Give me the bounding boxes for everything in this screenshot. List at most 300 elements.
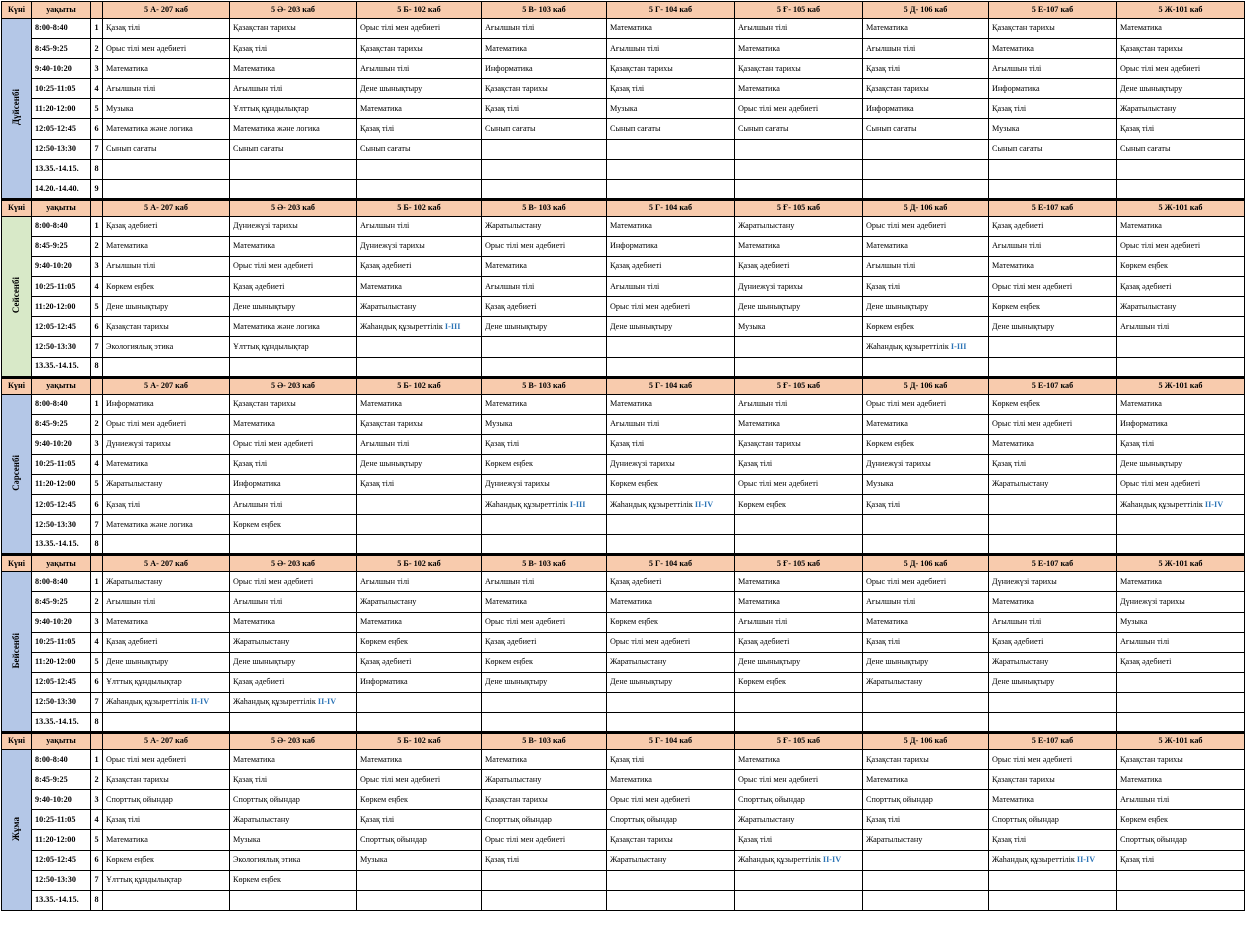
lesson-cell [735, 179, 863, 199]
lesson-row [2, 474, 1245, 494]
grade-range: ІІ-ІV [190, 697, 210, 707]
lesson-cell [230, 159, 357, 179]
lesson-cell: Орыс тілі мен әдебиеті [482, 236, 607, 256]
lesson-cell: Математика [230, 236, 357, 256]
num-header [91, 555, 103, 572]
lesson-row [2, 713, 1245, 733]
day-label-cell [2, 19, 32, 200]
day-header: Күні [2, 377, 32, 394]
lesson-cell: Ағылшын тілі [989, 59, 1117, 79]
lesson-cell: Дене шынықтыру [357, 79, 482, 99]
lesson-cell: Математика [607, 770, 735, 790]
class-header: 5 Б- 102 каб [357, 199, 482, 216]
lesson-cell: Ағылшын тілі [607, 277, 735, 297]
lesson-cell: Қазақ тілі [735, 454, 863, 474]
lesson-cell: Математика [103, 454, 230, 474]
lesson-row [2, 337, 1245, 357]
lesson-cell: Музыка [1117, 612, 1245, 632]
class-header: 5 Г- 104 каб [607, 199, 735, 216]
lesson-cell: Орыс тілі мен әдебиеті [735, 474, 863, 494]
lesson-cell: Музыка [607, 99, 735, 119]
lesson-cell: Математика [357, 99, 482, 119]
lesson-cell: Орыс тілі мен әдебиеті [357, 770, 482, 790]
lesson-row [2, 297, 1245, 317]
lesson-row [2, 357, 1245, 377]
subject-name: Жаһандық құзыреттілік [992, 855, 1077, 864]
lesson-cell [863, 890, 989, 910]
lesson-number: 4 [91, 454, 103, 474]
subject-name: Жаһандық құзыреттілік [738, 855, 823, 864]
lesson-cell: Ағылшын тілі [230, 592, 357, 612]
lesson-time: 8:45-9:25 [32, 414, 91, 434]
lesson-cell [863, 870, 989, 890]
class-header: 5 Г- 104 каб [607, 377, 735, 394]
lesson-number: 8 [91, 713, 103, 733]
lesson-cell: Орыс тілі мен әдебиеті [482, 830, 607, 850]
lesson-cell: Қазақ әдебиеті [482, 632, 607, 652]
lesson-cell: Қазақ тілі [230, 39, 357, 59]
lesson-number: 4 [91, 277, 103, 297]
lesson-cell: Жаратылыстану [230, 632, 357, 652]
lesson-cell [357, 692, 482, 712]
lesson-cell: Орыс тілі мен әдебиеті [863, 572, 989, 592]
lesson-cell: Математика және логика [230, 119, 357, 139]
lesson-cell: Спорттық ойындар [357, 830, 482, 850]
subject-name: Жаһандық құзыреттілік [1120, 499, 1205, 509]
grade-range: І-ІІІ [444, 321, 461, 331]
lesson-cell: Орыс тілі мен әдебиеті [230, 572, 357, 592]
lesson-cell: Дене шынықтыру [735, 652, 863, 672]
lesson-cell: Математика [1117, 770, 1245, 790]
class-header: 5 А- 207 каб [103, 199, 230, 216]
lesson-time: 11:20-12:00 [32, 99, 91, 119]
lesson-cell: Математика [103, 236, 230, 256]
lesson-cell [482, 159, 607, 179]
lesson-cell [357, 357, 482, 377]
lesson-time: 10:25-11:05 [32, 454, 91, 474]
lesson-cell: Дене шынықтыру [989, 317, 1117, 337]
lesson-cell: Математика [735, 750, 863, 770]
lesson-cell: Қазақстан тарихы [607, 59, 735, 79]
lesson-cell: Математика [735, 79, 863, 99]
lesson-cell: Орыс тілі мен әдебиеті [103, 414, 230, 434]
lesson-cell: Қазақстан тарихы [230, 394, 357, 414]
lesson-cell [1117, 337, 1245, 357]
lesson-cell: Ағылшын тілі [357, 572, 482, 592]
lesson-row [2, 277, 1245, 297]
class-header: 5 А- 207 каб [103, 733, 230, 750]
lesson-number: 3 [91, 257, 103, 277]
lesson-cell [863, 713, 989, 733]
day-header: Күні [2, 733, 32, 750]
lesson-cell: Қазақ тілі [482, 850, 607, 870]
lesson-time: 9:40-10:20 [32, 257, 91, 277]
lesson-cell [735, 890, 863, 910]
lesson-cell: Орыс тілі мен әдебиеті [1117, 474, 1245, 494]
lesson-cell: Жаратылыстану [1117, 99, 1245, 119]
lesson-cell [1117, 713, 1245, 733]
lesson-cell: Дене шынықтыру [230, 652, 357, 672]
header-row [2, 555, 1245, 572]
class-header: 5 Д- 106 каб [863, 199, 989, 216]
lesson-cell: Ағылшын тілі [989, 236, 1117, 256]
lesson-cell: Математика [230, 750, 357, 770]
lesson-time: 12:05-12:45 [32, 495, 91, 515]
lesson-cell: Математика [863, 19, 989, 39]
lesson-cell [357, 179, 482, 199]
class-header: 5 Б- 102 каб [357, 733, 482, 750]
lesson-cell: Қазақстан тарихы [1117, 750, 1245, 770]
lesson-cell: Дене шынықтыру [482, 317, 607, 337]
lesson-row [2, 119, 1245, 139]
lesson-row [2, 850, 1245, 870]
lesson-cell [989, 179, 1117, 199]
lesson-cell: Спорттық ойындар [230, 790, 357, 810]
lesson-cell: Ағылшын тілі [357, 59, 482, 79]
lesson-row [2, 317, 1245, 337]
lesson-cell: Қазақ тілі [230, 454, 357, 474]
lesson-cell: Музыка [230, 830, 357, 850]
class-header: 5 Ж-101 каб [1117, 2, 1245, 19]
lesson-cell: Дене шынықтыру [735, 297, 863, 317]
lesson-cell: Жаратылыстану [735, 216, 863, 236]
lesson-cell: Информатика [482, 59, 607, 79]
lesson-time: 13.35.-14.15. [32, 535, 91, 555]
lesson-cell: Қазақ әдебиеті [1117, 277, 1245, 297]
lesson-cell [863, 179, 989, 199]
lesson-number: 4 [91, 79, 103, 99]
lesson-time: 13.35.-14.15. [32, 159, 91, 179]
lesson-cell: Сынып сағаты [735, 119, 863, 139]
lesson-number: 2 [91, 39, 103, 59]
lesson-cell [1117, 357, 1245, 377]
lesson-cell: Орыс тілі мен әдебиеті [230, 257, 357, 277]
lesson-cell [989, 850, 1117, 870]
lesson-cell: Спорттық ойындар [735, 790, 863, 810]
lesson-cell: Қазақ тілі [863, 59, 989, 79]
lesson-cell: Дүниежүзі тарихы [607, 454, 735, 474]
lesson-cell [607, 139, 735, 159]
lesson-time: 12:05-12:45 [32, 317, 91, 337]
class-header: 5 Г- 104 каб [607, 733, 735, 750]
num-header [91, 2, 103, 19]
lesson-cell: Қазақстан тарихы [357, 39, 482, 59]
lesson-cell [863, 692, 989, 712]
lesson-cell: Көркем еңбек [482, 652, 607, 672]
lesson-cell: Экологиялық этика [103, 337, 230, 357]
lesson-cell: Ағылшын тілі [103, 257, 230, 277]
lesson-cell [482, 890, 607, 910]
lesson-cell: Сынып сағаты [482, 119, 607, 139]
time-header: уақыты [32, 377, 91, 394]
lesson-cell: Жаратылыстану [863, 672, 989, 692]
lesson-cell [1117, 870, 1245, 890]
lesson-time: 13.35.-14.15. [32, 713, 91, 733]
lesson-cell [103, 179, 230, 199]
lesson-cell [607, 495, 735, 515]
lesson-number: 2 [91, 770, 103, 790]
lesson-time: 13.35.-14.15. [32, 890, 91, 910]
lesson-cell: Қазақстан тарихы [863, 750, 989, 770]
time-header: уақыты [32, 733, 91, 750]
class-header: 5 Ж-101 каб [1117, 199, 1245, 216]
lesson-cell: Математика [482, 750, 607, 770]
lesson-cell: Сынып сағаты [607, 119, 735, 139]
lesson-cell: Музыка [103, 99, 230, 119]
lesson-cell: Сынып сағаты [989, 139, 1117, 159]
lesson-cell: Қазақ тілі [482, 434, 607, 454]
lesson-cell: Спорттық ойындар [989, 810, 1117, 830]
lesson-time: 11:20-12:00 [32, 474, 91, 494]
lesson-cell: Дене шынықтыру [103, 652, 230, 672]
time-header: уақыты [32, 555, 91, 572]
lesson-row [2, 592, 1245, 612]
day-label-cell [2, 750, 32, 911]
lesson-time: 11:20-12:00 [32, 297, 91, 317]
grade-range: І-ІІІ [569, 499, 586, 509]
class-header: 5 Д- 106 каб [863, 733, 989, 750]
class-header: 5 Г- 104 каб [607, 2, 735, 19]
lesson-cell [103, 357, 230, 377]
lesson-cell: Жаратылыстану [482, 216, 607, 236]
class-header: 5 Ә- 203 каб [230, 377, 357, 394]
lesson-cell: Экологиялық этика [230, 850, 357, 870]
lesson-cell [357, 713, 482, 733]
lesson-cell [735, 357, 863, 377]
lesson-cell: Жаратылыстану [989, 474, 1117, 494]
class-header: 5 В- 103 каб [482, 555, 607, 572]
lesson-cell: Информатика [863, 99, 989, 119]
lesson-time: 11:20-12:00 [32, 830, 91, 850]
lesson-cell [357, 890, 482, 910]
lesson-number: 5 [91, 99, 103, 119]
class-header: 5 Е-107 каб [989, 555, 1117, 572]
class-header: 5 Ә- 203 каб [230, 733, 357, 750]
lesson-cell [607, 179, 735, 199]
lesson-cell [863, 357, 989, 377]
lesson-cell: Қазақ тілі [482, 99, 607, 119]
lesson-cell: Жаратылыстану [103, 572, 230, 592]
class-header: 5 В- 103 каб [482, 377, 607, 394]
lesson-row [2, 99, 1245, 119]
class-header: 5 Е-107 каб [989, 199, 1117, 216]
lesson-cell: Қазақ әдебиеті [103, 632, 230, 652]
lesson-time: 10:25-11:05 [32, 810, 91, 830]
lesson-cell [482, 179, 607, 199]
lesson-cell: Ағылшын тілі [230, 79, 357, 99]
lesson-cell [230, 890, 357, 910]
lesson-cell [1117, 159, 1245, 179]
lesson-cell [103, 692, 230, 712]
lesson-cell: Көркем еңбек [230, 870, 357, 890]
lesson-cell: Ағылшын тілі [357, 216, 482, 236]
class-header: 5 Ж-101 каб [1117, 377, 1245, 394]
lesson-cell: Дене шынықтыру [863, 297, 989, 317]
lesson-cell [1117, 515, 1245, 535]
subject-name: Жаһандық құзыреттілік [360, 321, 445, 331]
lesson-number: 7 [91, 692, 103, 712]
lesson-cell: Математика [103, 59, 230, 79]
lesson-cell: Қазақстан тарихы [482, 790, 607, 810]
lesson-number: 4 [91, 632, 103, 652]
lesson-cell: Орыс тілі мен әдебиеті [989, 277, 1117, 297]
lesson-cell: Математика [103, 830, 230, 850]
lesson-cell: Жаратылыстану [230, 810, 357, 830]
lesson-cell: Орыс тілі мен әдебиеті [863, 394, 989, 414]
lesson-cell: Ағылшын тілі [989, 612, 1117, 632]
lesson-cell: Математика [103, 612, 230, 632]
lesson-cell: Математика [357, 394, 482, 414]
class-header: 5 Ә- 203 каб [230, 199, 357, 216]
timetable [1, 1, 1245, 911]
lesson-row [2, 535, 1245, 555]
lesson-cell [735, 535, 863, 555]
lesson-cell: Көркем еңбек [103, 850, 230, 870]
subject-name: Жаһандық құзыреттілік [106, 697, 191, 707]
lesson-cell: Қазақ әдебиеті [230, 672, 357, 692]
class-header: 5 Ғ- 105 каб [735, 199, 863, 216]
lesson-cell [482, 692, 607, 712]
lesson-cell: Дүниежүзі тарихы [1117, 592, 1245, 612]
lesson-cell [989, 713, 1117, 733]
lesson-row [2, 159, 1245, 179]
lesson-cell [103, 159, 230, 179]
day-label: Сәрсенбі [11, 454, 21, 491]
lesson-row [2, 179, 1245, 199]
lesson-cell: Орыс тілі мен әдебиеті [607, 790, 735, 810]
lesson-cell [230, 357, 357, 377]
lesson-cell: Математика [482, 257, 607, 277]
time-header: уақыты [32, 2, 91, 19]
class-header: 5 Е-107 каб [989, 733, 1117, 750]
lesson-cell: Қазақ тілі [607, 750, 735, 770]
lesson-time: 8:45-9:25 [32, 39, 91, 59]
lesson-cell [735, 850, 863, 870]
lesson-row [2, 830, 1245, 850]
lesson-row [2, 672, 1245, 692]
lesson-row [2, 257, 1245, 277]
lesson-cell: Жаратылыстану [863, 830, 989, 850]
class-header: 5 Ә- 203 каб [230, 2, 357, 19]
lesson-cell [735, 870, 863, 890]
lesson-row [2, 692, 1245, 712]
lesson-cell [989, 337, 1117, 357]
lesson-cell: Орыс тілі мен әдебиеті [1117, 59, 1245, 79]
lesson-row [2, 216, 1245, 236]
lesson-cell [735, 713, 863, 733]
lesson-cell [607, 713, 735, 733]
lesson-cell: Көркем еңбек [607, 474, 735, 494]
lesson-row [2, 750, 1245, 770]
lesson-cell: Ұлттық құндылықтар [103, 870, 230, 890]
day-label-cell [2, 216, 32, 377]
lesson-cell: Математика [989, 790, 1117, 810]
lesson-cell [482, 713, 607, 733]
lesson-row [2, 652, 1245, 672]
lesson-time: 11:20-12:00 [32, 652, 91, 672]
class-header: 5 Е-107 каб [989, 377, 1117, 394]
lesson-row [2, 495, 1245, 515]
lesson-cell: Қазақстан тарихы [1117, 39, 1245, 59]
lesson-cell: Сынып сағаты [230, 139, 357, 159]
lesson-cell [989, 890, 1117, 910]
lesson-cell: Информатика [230, 474, 357, 494]
class-header: 5 В- 103 каб [482, 733, 607, 750]
class-header: 5 Б- 102 каб [357, 377, 482, 394]
lesson-cell [607, 692, 735, 712]
lesson-cell [607, 870, 735, 890]
lesson-cell: Музыка [863, 474, 989, 494]
lesson-row [2, 394, 1245, 414]
lesson-cell [357, 159, 482, 179]
lesson-cell [989, 159, 1117, 179]
lesson-number: 7 [91, 337, 103, 357]
lesson-cell: Дене шынықтыру [357, 454, 482, 474]
lesson-cell: Математика [357, 750, 482, 770]
lesson-cell: Математика [863, 612, 989, 632]
lesson-cell [482, 495, 607, 515]
lesson-row [2, 79, 1245, 99]
lesson-cell: Қазақстан тарихы [103, 770, 230, 790]
lesson-cell [482, 357, 607, 377]
lesson-cell: Дүниежүзі тарихы [989, 572, 1117, 592]
class-header: 5 Д- 106 каб [863, 2, 989, 19]
lesson-cell [357, 337, 482, 357]
lesson-cell: Математика [482, 394, 607, 414]
lesson-cell: Дүниежүзі тарихы [230, 216, 357, 236]
lesson-cell: Ағылшын тілі [735, 19, 863, 39]
class-header: 5 Ғ- 105 каб [735, 2, 863, 19]
lesson-cell [1117, 495, 1245, 515]
lesson-cell: Музыка [735, 317, 863, 337]
lesson-time: 12:05-12:45 [32, 119, 91, 139]
lesson-time: 10:25-11:05 [32, 79, 91, 99]
lesson-cell: Қазақ тілі [1117, 850, 1245, 870]
lesson-time: 12:50-13:30 [32, 337, 91, 357]
lesson-cell: Ағылшын тілі [607, 39, 735, 59]
lesson-time: 8:45-9:25 [32, 592, 91, 612]
lesson-number: 3 [91, 790, 103, 810]
lesson-cell: Орыс тілі мен әдебиеті [357, 19, 482, 39]
lesson-cell: Дүниежүзі тарихы [735, 277, 863, 297]
lesson-cell: Қазақстан тарихы [357, 414, 482, 434]
lesson-row [2, 632, 1245, 652]
day-label: Сейсенбі [11, 277, 21, 314]
lesson-cell: Қазақстан тарихы [863, 79, 989, 99]
lesson-row [2, 139, 1245, 159]
lesson-cell: Қазақстан тарихы [607, 830, 735, 850]
lesson-cell: Орыс тілі мен әдебиеті [735, 99, 863, 119]
class-header: 5 А- 207 каб [103, 377, 230, 394]
lesson-cell [863, 535, 989, 555]
lesson-row [2, 612, 1245, 632]
lesson-cell [1117, 692, 1245, 712]
class-header: 5 Д- 106 каб [863, 377, 989, 394]
lesson-cell [607, 159, 735, 179]
lesson-number: 1 [91, 394, 103, 414]
lesson-number: 6 [91, 317, 103, 337]
lesson-time: 10:25-11:05 [32, 277, 91, 297]
lesson-cell [230, 692, 357, 712]
lesson-cell [482, 139, 607, 159]
class-header: 5 Ж-101 каб [1117, 555, 1245, 572]
lesson-cell: Дене шынықтыру [863, 652, 989, 672]
day-header: Күні [2, 555, 32, 572]
subject-name: Жаһандық құзыреттілік [485, 499, 570, 509]
lesson-time: 14.20.-14.40. [32, 179, 91, 199]
lesson-cell [989, 535, 1117, 555]
lesson-cell: Ағылшын тілі [1117, 790, 1245, 810]
